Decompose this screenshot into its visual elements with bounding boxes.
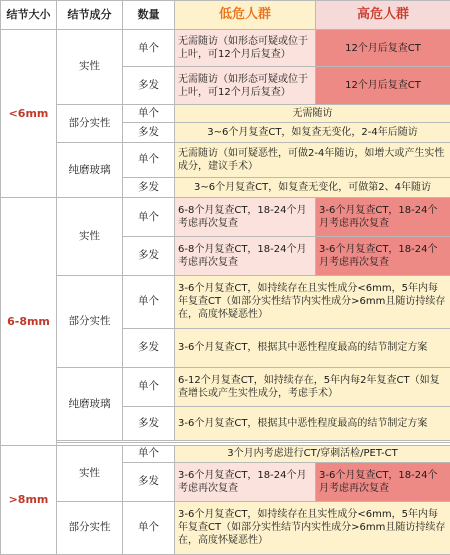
table-row [1,501,450,554]
size-6-8: 6-8mm [1,198,57,445]
size-lt6: <6mm [1,29,57,198]
cell-merged: 6-12个月复查CT，如持续存在，5年内每2年复查CT（如复查增长或产生实性成分，考虑手术） [175,367,450,406]
table-row [1,198,450,237]
count-multiple: 多发 [123,462,175,501]
cell-high: 3-6个月复查CT，18-24个月考虑再次复查 [316,462,450,501]
count-multiple: 多发 [123,67,175,105]
table-row [1,367,450,406]
header-size: 结节大小 [1,1,57,30]
component-part-solid: 部分实性 [57,275,123,367]
cell-high: 3-6个月复查CT，18-24个月考虑再次复查 [316,198,450,237]
count-single: 单个 [123,501,175,554]
count-single: 单个 [123,105,175,122]
cell-merged: 3~6个月复查CT，如复查无变化，2-4年后随访 [175,122,450,142]
cell-low: 6-8个月复查CT，18-24个月考虑再次复查 [175,237,316,276]
cell-high: 12个月后复查CT [316,67,450,105]
cell-low: 无需随访（如形态可疑或位于上叶，可12个月后复查） [175,29,316,67]
header-row [1,1,450,30]
cell-merged: 无需随访 [175,105,450,122]
header-count: 数量 [123,1,175,30]
component-solid: 实性 [57,445,123,501]
cell-merged: 3-6个月复查CT，如持续存在且实性成分<6mm，5年内每年复查CT（如部分实性结节内实性成分>6mm且随访持续存在，高度怀疑恶性） [175,501,450,554]
component-part-solid: 部分实性 [57,105,123,143]
count-multiple: 多发 [123,329,175,368]
component-part-solid: 部分实性 [57,501,123,554]
count-multiple: 多发 [123,177,175,197]
count-multiple: 多发 [123,122,175,142]
cell-high: 12个月后复查CT [316,29,450,67]
cell-merged: 无需随访（如可疑恶性，可做2-4年随访，如增大或产生实性成分，建议手术） [175,143,450,178]
table-row [1,143,450,178]
component-solid: 实性 [57,29,123,105]
header-high-risk: 高危人群 [316,1,450,30]
count-single: 单个 [123,29,175,67]
cell-merged: 3个月内考虑进行CT/穿刺活检/PET-CT [175,445,450,462]
component-ggo: 纯磨玻璃 [57,367,123,441]
table-row [1,105,450,122]
header-component: 结节成分 [57,1,123,30]
cell-low: 无需随访（如形态可疑或位于上叶，可12个月后复查） [175,67,316,105]
size-gt8: >8mm [1,445,57,555]
count-single: 单个 [123,275,175,328]
cell-merged: 3-6个月复查CT，如持续存在且实性成分<6mm，5年内每年复查CT（如部分实性结节内实性成分>6mm且随访持续存在，高度怀疑恶性） [175,275,450,328]
cell-low: 6-8个月复查CT，18-24个月考虑再次复查 [175,198,316,237]
component-solid: 实性 [57,198,123,276]
count-single: 单个 [123,198,175,237]
table-row [1,445,450,462]
cell-high: 3-6个月复查CT，18-24个月考虑再次复查 [316,237,450,276]
cell-merged: 3~6个月复查CT，如复查无变化，可做第2、4年随访 [175,177,450,197]
table-row [1,29,450,67]
cell-low: 3-6个月复查CT，18-24个月考虑再次复查 [175,462,316,501]
count-multiple: 多发 [123,406,175,441]
count-single: 单个 [123,445,175,462]
component-ggo: 纯磨玻璃 [57,143,123,198]
count-single: 单个 [123,367,175,406]
count-single: 单个 [123,143,175,178]
header-low-risk: 低危人群 [175,1,316,30]
cell-merged: 3-6个月复查CT，根据其中恶性程度最高的结节制定方案 [175,329,450,368]
count-multiple: 多发 [123,237,175,276]
cell-merged: 3-6个月复查CT，根据其中恶性程度最高的结节制定方案 [175,406,450,441]
table-row [1,275,450,328]
